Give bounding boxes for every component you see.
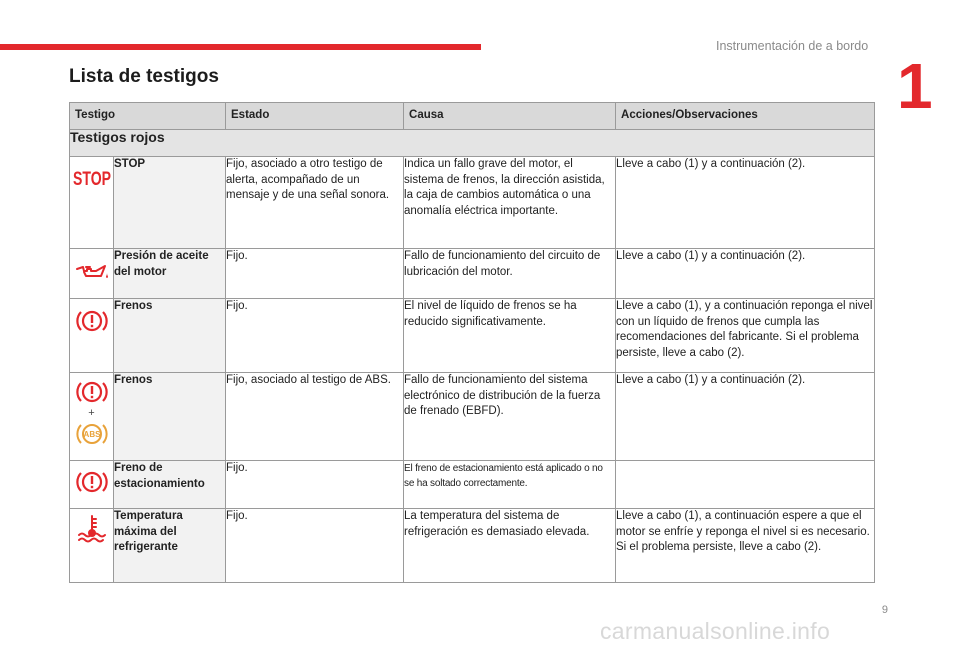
table-row bbox=[70, 509, 875, 583]
section-label: Testigos rojos bbox=[70, 130, 875, 157]
estado-cell: Fijo. bbox=[226, 299, 404, 373]
causa-cell: Fallo de funcionamiento del sistema electrónico de distribución de la fuerza de frenado (EBFD). bbox=[404, 373, 616, 461]
watermark: carmanualsonline.info bbox=[600, 618, 831, 644]
warning-light-name: Frenos bbox=[114, 373, 226, 461]
table-row bbox=[70, 299, 875, 373]
icon-cell bbox=[70, 157, 114, 249]
brake-warning-icon bbox=[76, 307, 108, 335]
icon-cell bbox=[70, 509, 114, 583]
icon-cell bbox=[70, 373, 114, 461]
warning-light-name: Freno de estacionamiento bbox=[114, 461, 226, 509]
brake-warning-icon bbox=[76, 378, 108, 406]
abs-icon bbox=[76, 420, 108, 448]
causa-cell: La temperatura del sistema de refrigeración es demasiado elevada. bbox=[404, 509, 616, 583]
table-header-row bbox=[70, 103, 875, 130]
table-row bbox=[70, 157, 875, 249]
stop-icon bbox=[72, 168, 112, 188]
icon-cell bbox=[70, 299, 114, 373]
parking-brake-icon bbox=[76, 468, 108, 496]
acciones-cell: Lleve a cabo (1) y a continuación (2). bbox=[616, 373, 875, 461]
warning-light-name: Frenos bbox=[114, 299, 226, 373]
acciones-cell: Lleve a cabo (1), a continuación espere a que el motor se enfríe y reponga el nivel si es necesario. Si el problema persiste, lleve a cabo (2). bbox=[616, 509, 875, 583]
estado-cell: Fijo, asociado al testigo de ABS. bbox=[226, 373, 404, 461]
oil-pressure-icon bbox=[74, 259, 110, 283]
estado-cell: Fijo. bbox=[226, 509, 404, 583]
icon-cell bbox=[70, 249, 114, 299]
causa-cell: Indica un fallo grave del motor, el sistema de frenos, la dirección asistida, la caja de cambios automática o una anomalía eléctrica importante. bbox=[404, 157, 616, 249]
column-header-causa: Causa bbox=[404, 103, 616, 130]
column-header-testigo: Testigo bbox=[70, 103, 226, 130]
estado-cell: Fijo. bbox=[226, 249, 404, 299]
warning-light-name: Temperatura máxima del refrigerante bbox=[114, 509, 226, 583]
estado-cell: Fijo, asociado a otro testigo de alerta, acompañado de un mensaje y de una señal sonora. bbox=[226, 157, 404, 249]
warning-lights-table bbox=[69, 102, 875, 583]
table-row bbox=[70, 249, 875, 299]
causa-cell: El freno de estacionamiento está aplicado o no se ha soltado correctamente. bbox=[404, 461, 616, 509]
acciones-cell: Lleve a cabo (1) y a continuación (2). bbox=[616, 157, 875, 249]
svg-text:STOP: STOP bbox=[72, 169, 111, 190]
acciones-cell bbox=[616, 461, 875, 509]
section-row bbox=[70, 130, 875, 157]
chapter-number: 1 bbox=[897, 50, 933, 122]
coolant-temperature-icon bbox=[75, 513, 109, 543]
causa-cell: El nivel de líquido de frenos se ha reducido significativamente. bbox=[404, 299, 616, 373]
svg-text:ABS: ABS bbox=[83, 430, 100, 439]
table-row bbox=[70, 373, 875, 461]
section-header: Instrumentación de a bordo bbox=[716, 39, 869, 53]
column-header-acciones: Acciones/Observaciones bbox=[616, 103, 875, 130]
acciones-cell: Lleve a cabo (1) y a continuación (2). bbox=[616, 249, 875, 299]
estado-cell: Fijo. bbox=[226, 461, 404, 509]
page-title: Lista de testigos bbox=[69, 66, 219, 87]
icon-cell bbox=[70, 461, 114, 509]
page-number: 9 bbox=[881, 604, 888, 616]
causa-cell: Fallo de funcionamiento del circuito de lubricación del motor. bbox=[404, 249, 616, 299]
acciones-cell: Lleve a cabo (1), y a continuación reponga el nivel con un líquido de frenos que cumpla las recomendaciones del fabricante. Si el problema persiste, lleve a cabo (2). bbox=[616, 299, 875, 373]
table-row bbox=[70, 461, 875, 509]
plus-sign: + bbox=[88, 407, 95, 419]
header-accent-bar bbox=[0, 44, 481, 50]
warning-light-name: STOP bbox=[114, 157, 226, 249]
column-header-estado: Estado bbox=[226, 103, 404, 130]
warning-light-name: Presión de aceite del motor bbox=[114, 249, 226, 299]
